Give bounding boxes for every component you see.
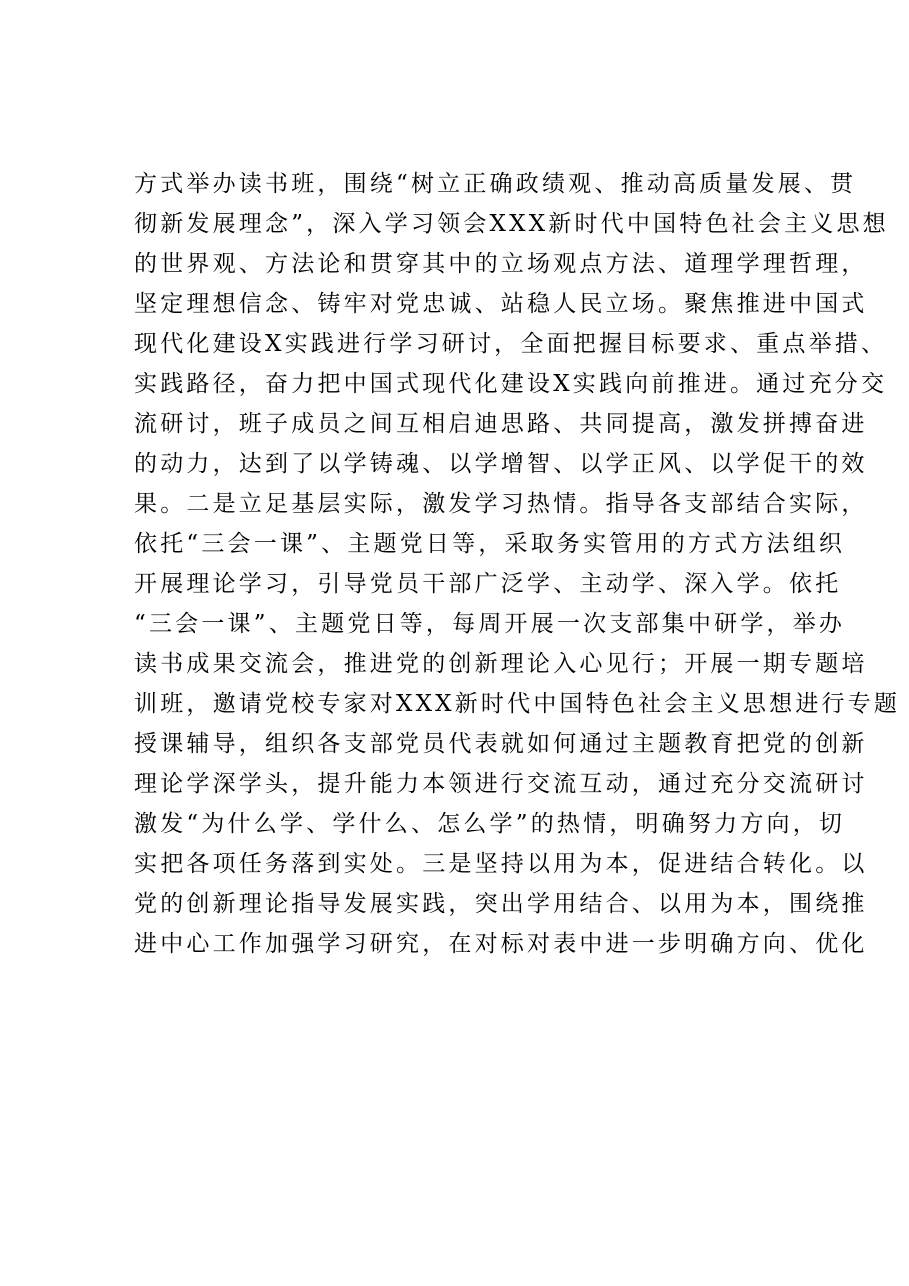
text-line: 理论学深学头，提升能力本领进行交流互动，通过充分交流研讨	[134, 771, 868, 797]
text-line: 依托“三会一课”、主题党日等，采取务实管用的方式方法组织	[134, 531, 846, 557]
text-line: 读书成果交流会，推进党的创新理论入心见行；开展一期专题培	[134, 651, 868, 677]
text-line: 授课辅导，组织各支部党员代表就如何通过主题教育把党的创新	[134, 731, 868, 757]
text-line: 进中心工作加强学习研究，在对标对表中进一步明确方向、优化	[134, 931, 868, 957]
text-line: 开展理论学习，引导党员干部广泛学、主动学、深入学。依托	[134, 571, 842, 597]
text-line: 训班，邀请党校专家对XXX新时代中国特色社会主义思想进行专题	[134, 691, 901, 717]
text-line: 党的创新理论指导发展实践，突出学用结合、以用为本，围绕推	[134, 891, 868, 917]
text-line: 坚定理想信念、铸牢对党忠诚、站稳人民立场。聚焦推进中国式	[134, 291, 868, 317]
text-line: 实践路径，奋力把中国式现代化建设X实践向前推进。通过充分交	[134, 371, 888, 397]
text-line: 激发“为什么学、学什么、怎么学”的热情，明确努力方向，切	[134, 811, 846, 837]
text-line: 果。二是立足基层实际，激发学习热情。指导各支部结合实际，	[134, 491, 868, 517]
text-line: 方式举办读书班，围绕“树立正确政绩观、推动高质量发展、贯	[134, 171, 857, 197]
text-line: 的世界观、方法论和贯穿其中的立场观点方法、道理学理哲理，	[134, 251, 868, 277]
text-line: 现代化建设X实践进行学习研讨，全面把握目标要求、重点举措、	[134, 331, 888, 357]
text-line: “三会一课”、主题党日等，每周开展一次支部集中研学，举办	[134, 611, 846, 637]
text-line: 流研讨，班子成员之间互相启迪思路、共同提高，激发拼搏奋进	[134, 411, 868, 437]
text-line: 彻新发展理念”，深入学习领会XXX新时代中国特色社会主义思想	[134, 211, 889, 237]
text-line: 实把各项任务落到实处。三是坚持以用为本，促进结合转化。以	[134, 851, 868, 877]
text-line: 的动力，达到了以学铸魂、以学增智、以学正风、以学促干的效	[134, 451, 868, 477]
